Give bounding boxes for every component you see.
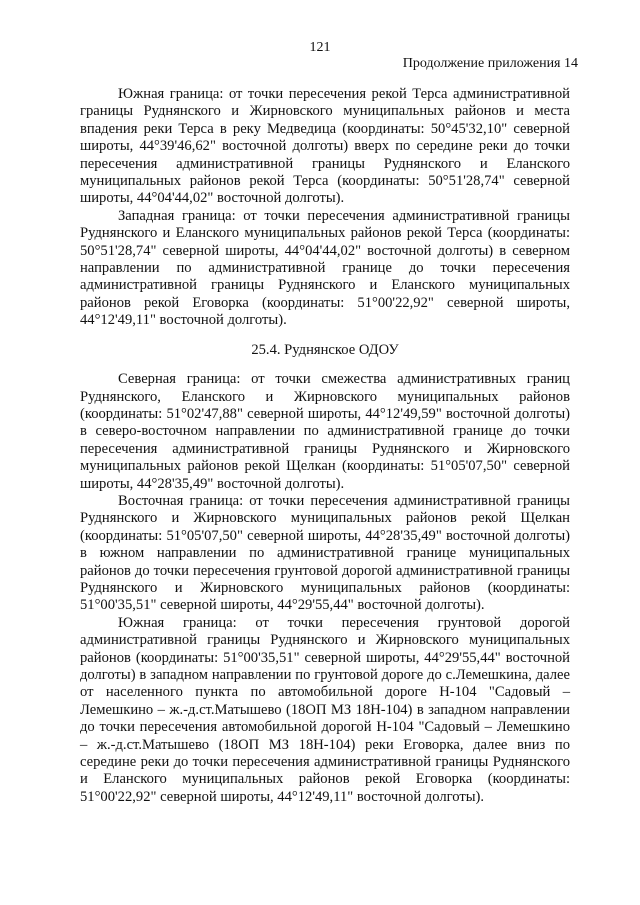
appendix-continuation-note: Продолжение приложения 14	[402, 56, 578, 71]
page-number: 121	[309, 40, 331, 55]
paragraph-east-border: Восточная граница: от точки пересечения административной границы Руднянского и Жирновского муниципальных районов рекой Щелкан (координаты: 51°05'07,50" северной широты, 44°28'35,49" восточной долготы) в южном направлении по административной границе муниципальных районов до точки пересечения грунтовой дорогой административной границы Руднянского и Жирновского муниципальных районов (координаты: 51°00'35,51" северной широты, 44°29'55,44" восточной долготы).	[80, 492, 570, 614]
document-body	[80, 86, 570, 806]
paragraph-west-border-prev: Западная граница: от точки пересечения административной границы Руднянского и Еланского муниципальных районов рекой Терса (координаты: 50°51'28,74" северной широты, 44°04'44,02" восточной долготы) в северном направлении по административной границе до точки пересечения административной границы Руднянского и Еланского муниципальных районов рекой Еговорка (координаты: 51°00'22,92" северной широты, 44°12'49,11" восточной долготы).	[80, 207, 570, 329]
section-heading: 25.4. Руднянское ОДОУ	[251, 341, 399, 358]
paragraph-south-border: Южная граница: от точки пересечения грунтовой дорогой административной границы Руднянского и Жирновского муниципальных районов (координаты: 51°00'35,51" северной широты, 44°29'55,44" восточной долготы) в западном направлении по грунтовой дороге до с.Лемешкина, далее от населенного пункта по автомобильной дороге Н-104 "Садовый – Лемешкино – ж.-д.ст.Матышево (18ОП МЗ 18Н-104) в западном направлении до точки пересечения автомобильной дорогой Н-104 "Садовый – Лемешкино – ж.-д.ст.Матышево (18ОП МЗ 18Н-104) реки Еговорка, далее вниз по середине реки до точки пересечения административной границы Руднянского и Еланского муниципальных районов рекой Еговорка (координаты: 51°00'22,92" северной широты, 44°12'49,11" восточной долготы).	[80, 614, 570, 805]
paragraph-north-border: Северная граница: от точки смежества административных границ Руднянского, Еланского и Жирновского муниципальных районов (координаты: 51°02'47,88" северной широты, 44°12'49,59" восточной долготы) в северо-восточном направлении по административной границе до точки пересечения административной границы Руднянского и Жирновского муниципальных районов рекой Щелкан (координаты: 51°05'07,50" северной широты, 44°28'35,49" восточной долготы).	[80, 371, 570, 492]
paragraph-south-border-prev: Южная граница: от точки пересечения рекой Терса административной границы Руднянского и Жирновского муниципальных районов и места впадения реки Терса в реку Медведица (координаты: 50°45'32,10" северной широты, 44°39'46,62" восточной долготы) вверх по середине реки до точки пересечения административной границы Руднянского и Еланского муниципальных районов рекой Терса (координаты: 50°51'28,74" северной широты, 44°04'44,02" восточной долготы).	[80, 86, 570, 207]
